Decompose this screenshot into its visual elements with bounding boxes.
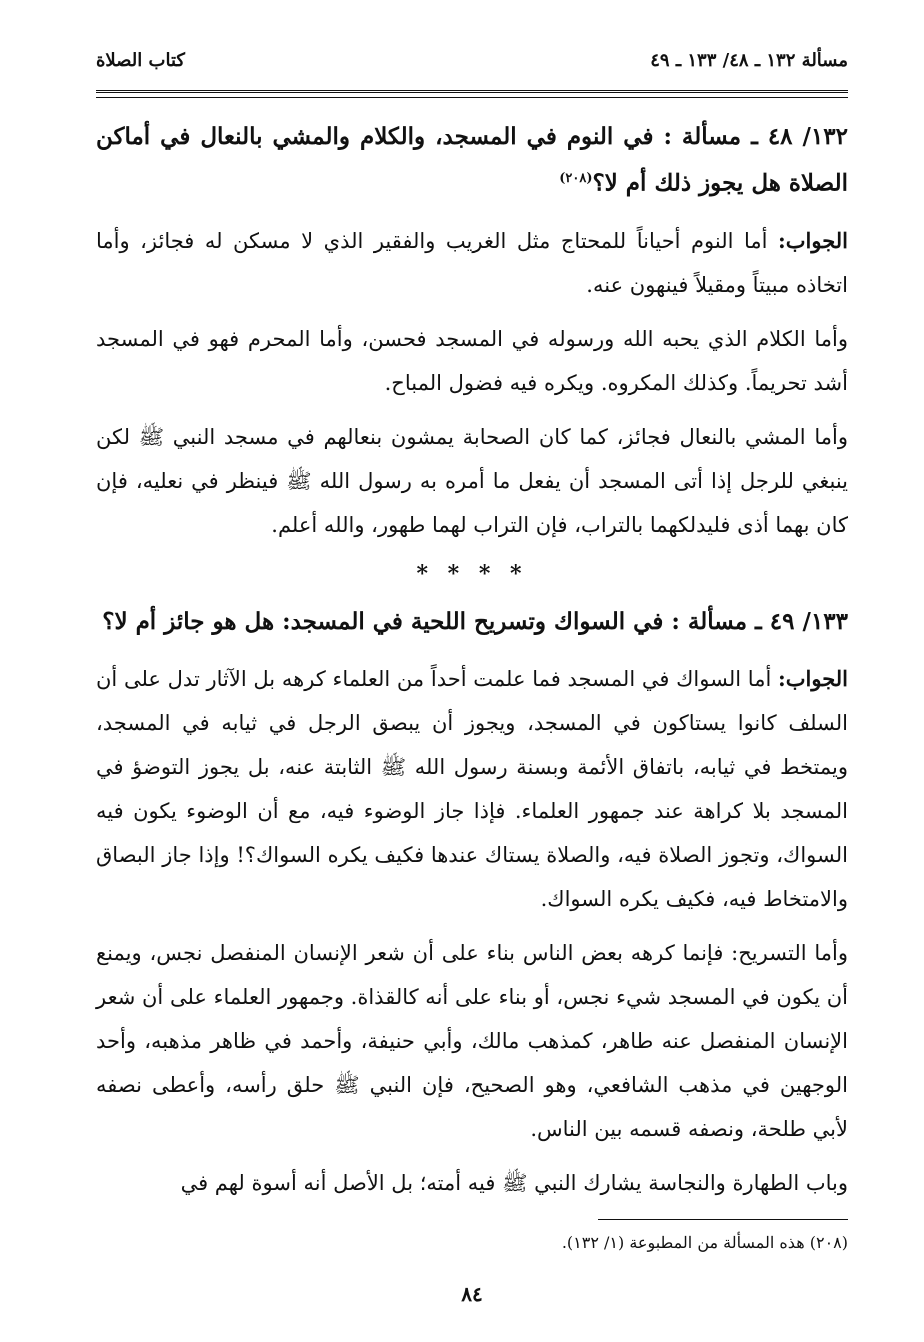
answer-label: الجواب:	[778, 227, 848, 253]
paragraph	[96, 1161, 848, 1205]
book-page	[96, 40, 848, 1310]
issue-range: مسألة ١٣٢ ـ ٤٨/ ١٣٣ ـ ٤٩	[650, 49, 848, 71]
paragraph	[96, 317, 848, 405]
section-heading	[96, 116, 848, 205]
book-title: كتاب الصلاة	[96, 49, 185, 71]
paragraph-text: وأما الكلام الذي يحبه الله ورسوله في المسجد فحسن، وأما المحرم فهو في المسجد أشد تحريماً. وكذلك المكروه. ويكره فيه فضول المباح.	[96, 326, 848, 395]
section-separator: * * * *	[416, 560, 528, 587]
paragraph-text: وأما المشي بالنعال فجائز، كما كان الصحابة يمشون بنعالهم في مسجد النبي ﷺ لكن ينبغي للرجل إذا أتى المسجد أن يفعل ما أمره به رسول الله ﷺ فينظر في نعليه، فإن كان بهما أذى فليدلكهما بالتراب، فإن التراب لهما طهور، والله أعلم.	[96, 424, 848, 537]
heading-text: في النوم في المسجد، والكلام والمشي بالنعال في أماكن الصلاة هل يجوز ذلك أم لا؟	[96, 123, 848, 197]
paragraph	[96, 657, 848, 921]
header-rule	[96, 90, 848, 98]
paragraph	[96, 219, 848, 307]
answer-label: الجواب:	[778, 665, 848, 691]
footnote-rule	[598, 1219, 848, 1220]
heading-text: في السواك وتسريح اللحية في المسجد: هل هو جائز أم لا؟	[102, 607, 664, 635]
paragraph-text: وباب الطهارة والنجاسة يشارك النبي ﷺ فيه أمته؛ بل الأصل أنه أسوة لهم في	[180, 1170, 848, 1195]
footnote-ref: (٢٠٨)	[559, 171, 593, 186]
heading-number: ١٣٢/ ٤٨ ـ مسألة :	[663, 123, 848, 150]
page-number: ٨٤	[461, 1281, 483, 1306]
paragraph-text: أما النوم أحياناً للمحتاج مثل الغريب والفقير الذي لا مسكن له فجائز، وأما اتخاذه مبيتاً ومقيلاً فينهون عنه.	[96, 228, 848, 297]
paragraph	[96, 415, 848, 547]
running-header	[96, 40, 848, 80]
heading-number: ١٣٣/ ٤٩ ـ مسألة :	[671, 607, 848, 635]
footnote: (٢٠٨) هذه المسألة من المطبوعة (١/ ١٣٢).	[561, 1232, 848, 1252]
paragraph-text: وأما التسريح: فإنما كرهه بعض الناس بناء على أن شعر الإنسان المنفصل نجس، ويمنع أن يكون في المسجد شيء نجس، أو بناء على أنه كالقذاة. وجمهور العلماء على أن شعر الإنسان المنفصل عنه طاهر، كمذهب مالك، وأبي حنيفة، وأحمد في ظاهر مذهبه، وأحد الوجهين في مذهب الشافعي، وهو الصحيح، فإن النبي ﷺ حلق رأسه، وأعطى نصفه لأبي طلحة، ونصفه قسمه بين الناس.	[96, 940, 848, 1141]
paragraph	[96, 931, 848, 1151]
section-heading	[96, 601, 848, 643]
paragraph-text: أما السواك في المسجد فما علمت أحداً من العلماء كرهه بل الآثار تدل على أن السلف كانوا يستاكون في المسجد، ويجوز أن يبصق الرجل في ثيابه في المسجد، ويمتخط في ثيابه، باتفاق الأئمة وبسنة رسول الله ﷺ الثابتة عنه، بل يجوز التوضؤ في المسجد بلا كراهة عند جمهور العلماء. فإذا جاز الوضوء فيه، مع أن الوضوء يكون فيه السواك، وتجوز الصلاة فيه، والصلاة يستاك عندها فكيف يكره السواك؟! وإذا جاز البصاق والامتخاط فيه، فكيف يكره السواك.	[96, 666, 848, 911]
